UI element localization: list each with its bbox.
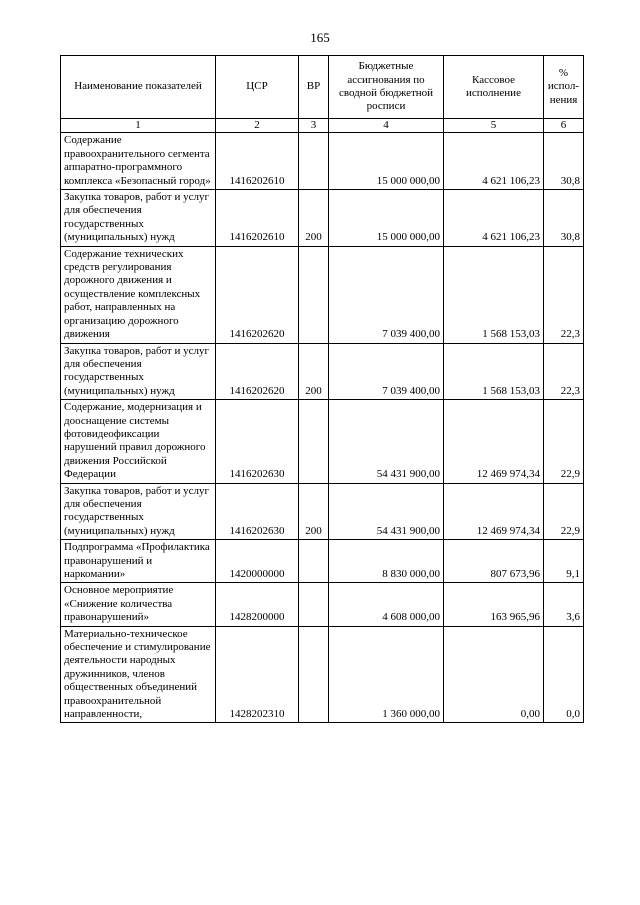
table-cell: 1428200000	[216, 583, 299, 626]
table-cell: 163 965,96	[444, 583, 544, 626]
table-cell: 4 621 106,23	[444, 133, 544, 190]
table-cell: 1416202620	[216, 246, 299, 343]
table-cell: 1416202610	[216, 133, 299, 190]
table-cell: 7 039 400,00	[329, 246, 444, 343]
table-cell: Материально-техническое обеспечение и стимулирование деятельности народных дружинников, членов общественных объединений правоохранительной направленности,	[61, 626, 216, 723]
table-cell: 22,9	[544, 483, 584, 540]
column-header-vr: ВР	[299, 56, 329, 119]
column-header-cash-execution: Кассовое исполнение	[444, 56, 544, 119]
table-row	[61, 540, 584, 583]
column-header-csr: ЦСР	[216, 56, 299, 119]
table-cell: 54 431 900,00	[329, 400, 444, 483]
table-row	[61, 583, 584, 626]
table-cell	[299, 540, 329, 583]
table-cell: 9,1	[544, 540, 584, 583]
table-cell: 22,3	[544, 343, 584, 400]
table-cell: 1428202310	[216, 626, 299, 723]
table-cell: 1416202620	[216, 343, 299, 400]
table-cell: Основное мероприятие «Снижение количества правонарушений»	[61, 583, 216, 626]
column-number: 6	[544, 119, 584, 133]
table-cell: 1416202630	[216, 400, 299, 483]
table-cell: 30,8	[544, 133, 584, 190]
table-cell: 200	[299, 343, 329, 400]
column-number: 5	[444, 119, 544, 133]
table-cell: 1416202610	[216, 190, 299, 247]
table-cell: 15 000 000,00	[329, 190, 444, 247]
column-number-row	[61, 119, 584, 133]
table-header	[61, 56, 584, 133]
table-cell: Закупка товаров, работ и услуг для обеспечения государственных (муниципальных) нужд	[61, 343, 216, 400]
table-cell: 8 830 000,00	[329, 540, 444, 583]
table-cell: 200	[299, 190, 329, 247]
table-cell: Закупка товаров, работ и услуг для обеспечения государственных (муниципальных) нужд	[61, 190, 216, 247]
table-cell: Содержание технических средств регулирования дорожного движения и осуществление комплексных работ, направленных на организацию дорожного движения	[61, 246, 216, 343]
table-cell	[299, 583, 329, 626]
page-number: 165	[310, 30, 330, 45]
table-cell: 0,00	[444, 626, 544, 723]
table-cell	[299, 246, 329, 343]
table-cell: 22,9	[544, 400, 584, 483]
table-cell: 200	[299, 483, 329, 540]
table-row	[61, 190, 584, 247]
table-cell	[299, 400, 329, 483]
table-cell: 3,6	[544, 583, 584, 626]
table-cell: 54 431 900,00	[329, 483, 444, 540]
table-row	[61, 626, 584, 723]
table-cell: 1 360 000,00	[329, 626, 444, 723]
table-cell: 1 568 153,03	[444, 246, 544, 343]
table-cell: 7 039 400,00	[329, 343, 444, 400]
budget-table	[60, 55, 584, 723]
column-number: 3	[299, 119, 329, 133]
column-number: 4	[329, 119, 444, 133]
table-cell: 0,0	[544, 626, 584, 723]
table-cell	[299, 626, 329, 723]
table-cell: 1420000000	[216, 540, 299, 583]
table-cell: 1416202630	[216, 483, 299, 540]
table-row	[61, 483, 584, 540]
table-cell: Подпрограмма «Профилактика правонарушений и наркомании»	[61, 540, 216, 583]
table-cell	[299, 133, 329, 190]
column-number: 1	[61, 119, 216, 133]
table-cell: 1 568 153,03	[444, 343, 544, 400]
table-cell: 12 469 974,34	[444, 400, 544, 483]
column-number: 2	[216, 119, 299, 133]
table-row	[61, 343, 584, 400]
table-cell: 807 673,96	[444, 540, 544, 583]
table-cell: 4 621 106,23	[444, 190, 544, 247]
table-cell: 15 000 000,00	[329, 133, 444, 190]
column-header-budget-allocations: Бюджетные ассигнования по сводной бюджетной росписи	[329, 56, 444, 119]
table-row	[61, 400, 584, 483]
table-header-row	[61, 56, 584, 119]
table-cell: 12 469 974,34	[444, 483, 544, 540]
table-cell: Закупка товаров, работ и услуг для обеспечения государственных (муниципальных) нужд	[61, 483, 216, 540]
table-row	[61, 133, 584, 190]
table-cell: 30,8	[544, 190, 584, 247]
table-cell: Содержание, модернизация и дооснащение системы фотовидеофиксации нарушений правил дорожного движения Российской Федерации	[61, 400, 216, 483]
column-header-name: Наименование показателей	[61, 56, 216, 119]
table-row	[61, 246, 584, 343]
table-cell: Содержание правоохранительного сегмента аппаратно-программного комплекса «Безопасный город»	[61, 133, 216, 190]
table-body	[61, 133, 584, 723]
column-header-percent-execution: % испол-нения	[544, 56, 584, 119]
table-cell: 22,3	[544, 246, 584, 343]
table-cell: 4 608 000,00	[329, 583, 444, 626]
